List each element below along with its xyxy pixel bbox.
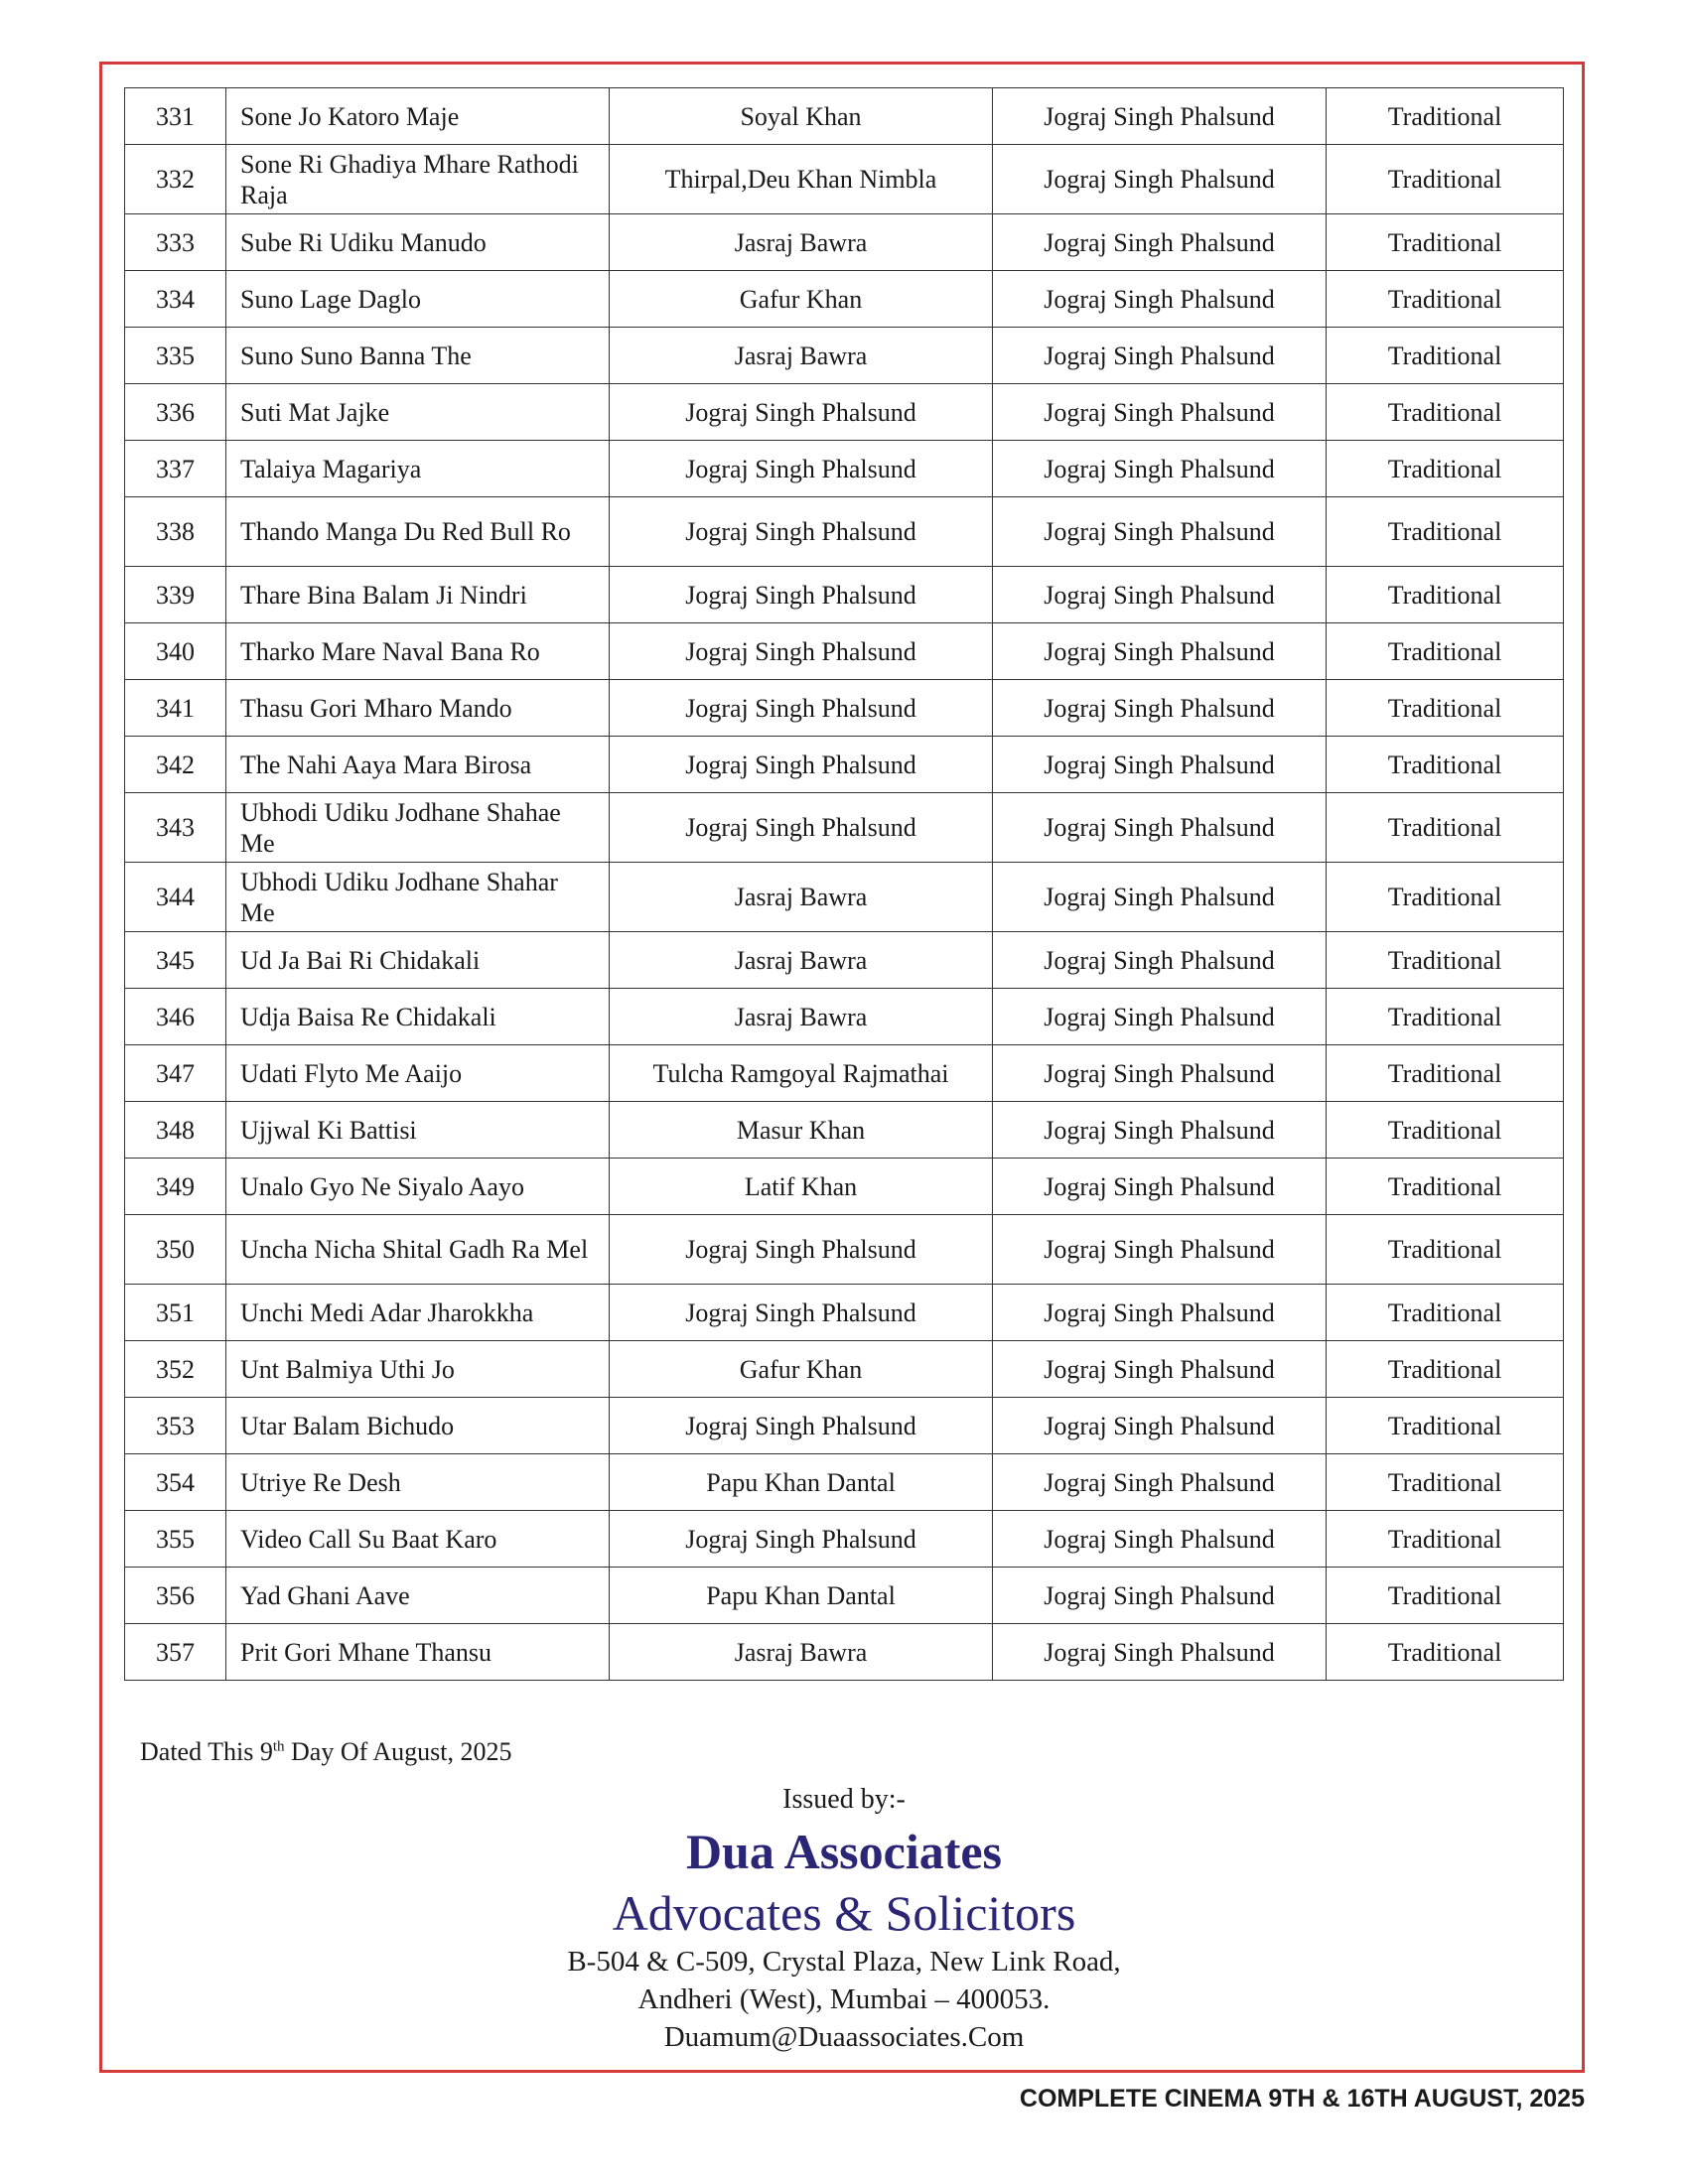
song-list-body — [125, 88, 1564, 1681]
table-row — [125, 793, 1564, 863]
song-title-cell: Ujjwal Ki Battisi — [226, 1102, 610, 1159]
song-title-cell: Unt Balmiya Uthi Jo — [226, 1341, 610, 1398]
song-title-cell: Thasu Gori Mharo Mando — [226, 680, 610, 737]
composer-cell: Jograj Singh Phalsund — [993, 793, 1327, 863]
song-title-cell: Ubhodi Udiku Jodhane Shahae Me — [226, 793, 610, 863]
composer-cell: Jograj Singh Phalsund — [993, 1215, 1327, 1285]
song-title-cell: Thare Bina Balam Ji Nindri — [226, 567, 610, 623]
composer-cell: Jograj Singh Phalsund — [993, 271, 1327, 328]
lyricist-cell: Traditional — [1327, 567, 1564, 623]
song-title-cell: Udati Flyto Me Aaijo — [226, 1045, 610, 1102]
singer-cell: Jograj Singh Phalsund — [610, 1398, 993, 1454]
table-row — [125, 1341, 1564, 1398]
table-row — [125, 1511, 1564, 1568]
table-row — [125, 932, 1564, 989]
song-title-cell: Ud Ja Bai Ri Chidakali — [226, 932, 610, 989]
lyricist-cell: Traditional — [1327, 497, 1564, 567]
composer-cell: Jograj Singh Phalsund — [993, 1045, 1327, 1102]
composer-cell: Jograj Singh Phalsund — [993, 567, 1327, 623]
lyricist-cell: Traditional — [1327, 1511, 1564, 1568]
singer-cell: Thirpal,Deu Khan Nimbla — [610, 145, 993, 214]
serial-number-cell: 348 — [125, 1102, 226, 1159]
song-title-cell: Suno Suno Banna The — [226, 328, 610, 384]
table-row — [125, 567, 1564, 623]
table-row — [125, 1624, 1564, 1681]
composer-cell: Jograj Singh Phalsund — [993, 88, 1327, 145]
serial-number-cell: 337 — [125, 441, 226, 497]
singer-cell: Papu Khan Dantal — [610, 1454, 993, 1511]
lyricist-cell: Traditional — [1327, 1624, 1564, 1681]
singer-cell: Latif Khan — [610, 1159, 993, 1215]
serial-number-cell: 352 — [125, 1341, 226, 1398]
composer-cell: Jograj Singh Phalsund — [993, 145, 1327, 214]
singer-cell: Masur Khan — [610, 1102, 993, 1159]
table-row — [125, 271, 1564, 328]
song-title-cell: Utriye Re Desh — [226, 1454, 610, 1511]
singer-cell: Jasraj Bawra — [610, 328, 993, 384]
lyricist-cell: Traditional — [1327, 1285, 1564, 1341]
singer-cell: Jasraj Bawra — [610, 989, 993, 1045]
email-address[interactable]: Duamum@Duaassociates.Com — [663, 2021, 1025, 2053]
serial-number-cell: 357 — [125, 1624, 226, 1681]
composer-cell: Jograj Singh Phalsund — [993, 863, 1327, 932]
singer-cell: Papu Khan Dantal — [610, 1568, 993, 1624]
publication-footer: COMPLETE CINEMA 9TH & 16TH AUGUST, 2025 — [1019, 2085, 1585, 2113]
composer-cell: Jograj Singh Phalsund — [993, 737, 1327, 793]
lyricist-cell: Traditional — [1327, 989, 1564, 1045]
lyricist-cell: Traditional — [1327, 1215, 1564, 1285]
dated-suffix: Day Of August, 2025 — [284, 1737, 512, 1766]
song-title-cell: Tharko Mare Naval Bana Ro — [226, 623, 610, 680]
composer-cell: Jograj Singh Phalsund — [993, 384, 1327, 441]
table-row — [125, 1215, 1564, 1285]
lyricist-cell: Traditional — [1327, 271, 1564, 328]
serial-number-cell: 340 — [125, 623, 226, 680]
table-row — [125, 384, 1564, 441]
table-row — [125, 145, 1564, 214]
composer-cell: Jograj Singh Phalsund — [993, 623, 1327, 680]
firm-subtitle: Advocates & Solicitors — [612, 1885, 1076, 1941]
singer-cell: Jasraj Bawra — [610, 214, 993, 271]
singer-cell: Jograj Singh Phalsund — [610, 737, 993, 793]
singer-cell: Jograj Singh Phalsund — [610, 567, 993, 623]
serial-number-cell: 339 — [125, 567, 226, 623]
singer-cell: Jograj Singh Phalsund — [610, 441, 993, 497]
table-row — [125, 497, 1564, 567]
lyricist-cell: Traditional — [1327, 145, 1564, 214]
lyricist-cell: Traditional — [1327, 88, 1564, 145]
serial-number-cell: 336 — [125, 384, 226, 441]
lyricist-cell: Traditional — [1327, 328, 1564, 384]
singer-cell: Jograj Singh Phalsund — [610, 1511, 993, 1568]
song-title-cell: Talaiya Magariya — [226, 441, 610, 497]
singer-cell: Jograj Singh Phalsund — [610, 1285, 993, 1341]
table-row — [125, 1568, 1564, 1624]
song-title-cell: Suti Mat Jajke — [226, 384, 610, 441]
composer-cell: Jograj Singh Phalsund — [993, 328, 1327, 384]
table-row — [125, 989, 1564, 1045]
composer-cell: Jograj Singh Phalsund — [993, 680, 1327, 737]
composer-cell: Jograj Singh Phalsund — [993, 1568, 1327, 1624]
serial-number-cell: 334 — [125, 271, 226, 328]
table-row — [125, 1159, 1564, 1215]
table-row — [125, 1454, 1564, 1511]
composer-cell: Jograj Singh Phalsund — [993, 1102, 1327, 1159]
serial-number-cell: 353 — [125, 1398, 226, 1454]
serial-number-cell: 335 — [125, 328, 226, 384]
song-list-table — [124, 87, 1564, 1681]
singer-cell: Soyal Khan — [610, 88, 993, 145]
dated-line — [140, 1737, 511, 1767]
lyricist-cell: Traditional — [1327, 1341, 1564, 1398]
composer-cell: Jograj Singh Phalsund — [993, 1398, 1327, 1454]
lyricist-cell: Traditional — [1327, 623, 1564, 680]
singer-cell: Jasraj Bawra — [610, 863, 993, 932]
lyricist-cell: Traditional — [1327, 384, 1564, 441]
singer-cell: Jograj Singh Phalsund — [610, 497, 993, 567]
table-row — [125, 1285, 1564, 1341]
song-title-cell: Ubhodi Udiku Jodhane Shahar Me — [226, 863, 610, 932]
lyricist-cell: Traditional — [1327, 1045, 1564, 1102]
singer-cell: Jograj Singh Phalsund — [610, 793, 993, 863]
song-title-cell: Uncha Nicha Shital Gadh Ra Mel — [226, 1215, 610, 1285]
composer-cell: Jograj Singh Phalsund — [993, 932, 1327, 989]
song-title-cell: Thando Manga Du Red Bull Ro — [226, 497, 610, 567]
lyricist-cell: Traditional — [1327, 214, 1564, 271]
table-row — [125, 623, 1564, 680]
serial-number-cell: 346 — [125, 989, 226, 1045]
song-title-cell: Yad Ghani Aave — [226, 1568, 610, 1624]
issued-by-label: Issued by:- — [782, 1784, 906, 1815]
serial-number-cell: 350 — [125, 1215, 226, 1285]
composer-cell: Jograj Singh Phalsund — [993, 1341, 1327, 1398]
lyricist-cell: Traditional — [1327, 863, 1564, 932]
singer-cell: Jasraj Bawra — [610, 1624, 993, 1681]
serial-number-cell: 333 — [125, 214, 226, 271]
composer-cell: Jograj Singh Phalsund — [993, 1511, 1327, 1568]
lyricist-cell: Traditional — [1327, 441, 1564, 497]
singer-cell: Jasraj Bawra — [610, 932, 993, 989]
table-row — [125, 1102, 1564, 1159]
composer-cell: Jograj Singh Phalsund — [993, 1624, 1327, 1681]
song-title-cell: Prit Gori Mhane Thansu — [226, 1624, 610, 1681]
singer-cell: Gafur Khan — [610, 1341, 993, 1398]
song-title-cell: Udja Baisa Re Chidakali — [226, 989, 610, 1045]
serial-number-cell: 342 — [125, 737, 226, 793]
song-title-cell: Sone Jo Katoro Maje — [226, 88, 610, 145]
lyricist-cell: Traditional — [1327, 680, 1564, 737]
serial-number-cell: 338 — [125, 497, 226, 567]
song-title-cell: Sone Ri Ghadiya Mhare Rathodi Raja — [226, 145, 610, 214]
lyricist-cell: Traditional — [1327, 1398, 1564, 1454]
table-row — [125, 863, 1564, 932]
singer-cell: Jograj Singh Phalsund — [610, 680, 993, 737]
serial-number-cell: 354 — [125, 1454, 226, 1511]
table-row — [125, 88, 1564, 145]
serial-number-cell: 345 — [125, 932, 226, 989]
table-row — [125, 441, 1564, 497]
serial-number-cell: 355 — [125, 1511, 226, 1568]
serial-number-cell: 341 — [125, 680, 226, 737]
singer-cell: Tulcha Ramgoyal Rajmathai — [610, 1045, 993, 1102]
table-row — [125, 737, 1564, 793]
singer-cell: Jograj Singh Phalsund — [610, 623, 993, 680]
composer-cell: Jograj Singh Phalsund — [993, 1159, 1327, 1215]
lyricist-cell: Traditional — [1327, 1454, 1564, 1511]
table-row — [125, 214, 1564, 271]
song-title-cell: Unchi Medi Adar Jharokkha — [226, 1285, 610, 1341]
table-row — [125, 680, 1564, 737]
composer-cell: Jograj Singh Phalsund — [993, 1285, 1327, 1341]
serial-number-cell: 351 — [125, 1285, 226, 1341]
composer-cell: Jograj Singh Phalsund — [993, 989, 1327, 1045]
serial-number-cell: 331 — [125, 88, 226, 145]
song-title-cell: Sube Ri Udiku Manudo — [226, 214, 610, 271]
singer-cell: Jograj Singh Phalsund — [610, 1215, 993, 1285]
lyricist-cell: Traditional — [1327, 1159, 1564, 1215]
firm-name: Dua Associates — [685, 1824, 1003, 1879]
composer-cell: Jograj Singh Phalsund — [993, 497, 1327, 567]
composer-cell: Jograj Singh Phalsund — [993, 441, 1327, 497]
address-line-1: B-504 & C-509, Crystal Plaza, New Link Road, — [567, 1946, 1121, 1978]
lyricist-cell: Traditional — [1327, 1102, 1564, 1159]
dated-ordinal: th — [272, 1738, 285, 1755]
lyricist-cell: Traditional — [1327, 1568, 1564, 1624]
serial-number-cell: 356 — [125, 1568, 226, 1624]
serial-number-cell: 343 — [125, 793, 226, 863]
song-title-cell: Suno Lage Daglo — [226, 271, 610, 328]
composer-cell: Jograj Singh Phalsund — [993, 1454, 1327, 1511]
lyricist-cell: Traditional — [1327, 793, 1564, 863]
serial-number-cell: 344 — [125, 863, 226, 932]
serial-number-cell: 347 — [125, 1045, 226, 1102]
table-row — [125, 1398, 1564, 1454]
song-title-cell: Unalo Gyo Ne Siyalo Aayo — [226, 1159, 610, 1215]
lyricist-cell: Traditional — [1327, 737, 1564, 793]
singer-cell: Jograj Singh Phalsund — [610, 384, 993, 441]
address-line-2: Andheri (West), Mumbai – 400053. — [637, 1983, 1051, 2015]
song-title-cell: Utar Balam Bichudo — [226, 1398, 610, 1454]
table-row — [125, 328, 1564, 384]
song-title-cell: The Nahi Aaya Mara Birosa — [226, 737, 610, 793]
dated-prefix: Dated This 9 — [140, 1737, 273, 1766]
singer-cell: Gafur Khan — [610, 271, 993, 328]
song-title-cell: Video Call Su Baat Karo — [226, 1511, 610, 1568]
table-row — [125, 1045, 1564, 1102]
serial-number-cell: 349 — [125, 1159, 226, 1215]
serial-number-cell: 332 — [125, 145, 226, 214]
composer-cell: Jograj Singh Phalsund — [993, 214, 1327, 271]
lyricist-cell: Traditional — [1327, 932, 1564, 989]
